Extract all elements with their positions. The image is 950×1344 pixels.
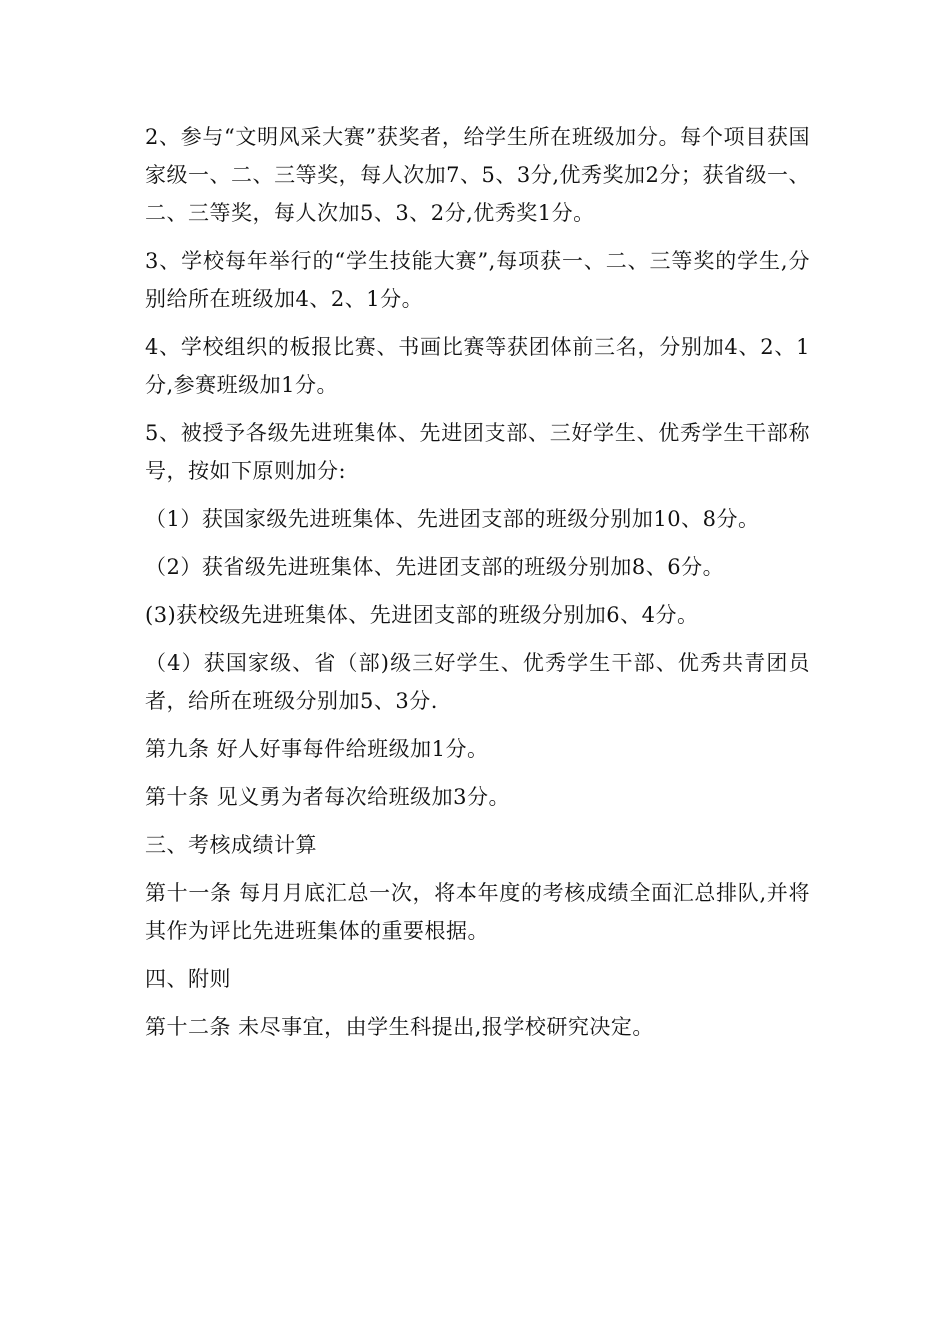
paragraph-item-5: 5、被授予各级先进班集体、先进团支部、三好学生、优秀学生干部称号，按如下原则加分: [145, 421, 810, 483]
section-heading-3: 三、考核成绩计算 [145, 833, 317, 857]
article-9: 第九条 好人好事每件给班级加1分。 [145, 737, 489, 761]
section-heading-4: 四、附则 [145, 967, 231, 991]
article-10: 第十条 见义勇为者每次给班级加3分。 [145, 785, 511, 809]
article-12: 第十二条 未尽事宜，由学生科提出,报学校研究决定。 [145, 1015, 654, 1039]
sub-item-2: （2）获省级先进班集体、先进团支部的班级分别加8、6分。 [145, 555, 725, 579]
sub-item-4: （4）获国家级、省（部)级三好学生、优秀学生干部、优秀共青团员者，给所在班级分别加5、3分. [145, 651, 810, 713]
document-body [145, 118, 810, 1056]
paragraph-item-3: 3、学校每年举行的“学生技能大赛”,每项获一、二、三等奖的学生,分别给所在班级加4、2、1分。 [145, 249, 810, 311]
sub-item-1: （1）获国家级先进班集体、先进团支部的班级分别加10、8分。 [145, 507, 760, 531]
paragraph-item-4: 4、学校组织的板报比赛、书画比赛等获团体前三名，分别加4、2、1分,参赛班级加1分。 [145, 335, 810, 397]
sub-item-3: (3)获校级先进班集体、先进团支部的班级分别加6、4分。 [145, 603, 699, 627]
article-11: 第十一条 每月月底汇总一次，将本年度的考核成绩全面汇总排队,并将其作为评比先进班集体的重要根据。 [145, 881, 810, 943]
paragraph-item-2: 2、参与“文明风采大赛”获奖者，给学生所在班级加分。每个项目获国家级一、二、三等奖，每人次加7、5、3分,优秀奖加2分；获省级一、二、三等奖，每人次加5、3、2分,优秀奖1分。 [145, 125, 810, 225]
